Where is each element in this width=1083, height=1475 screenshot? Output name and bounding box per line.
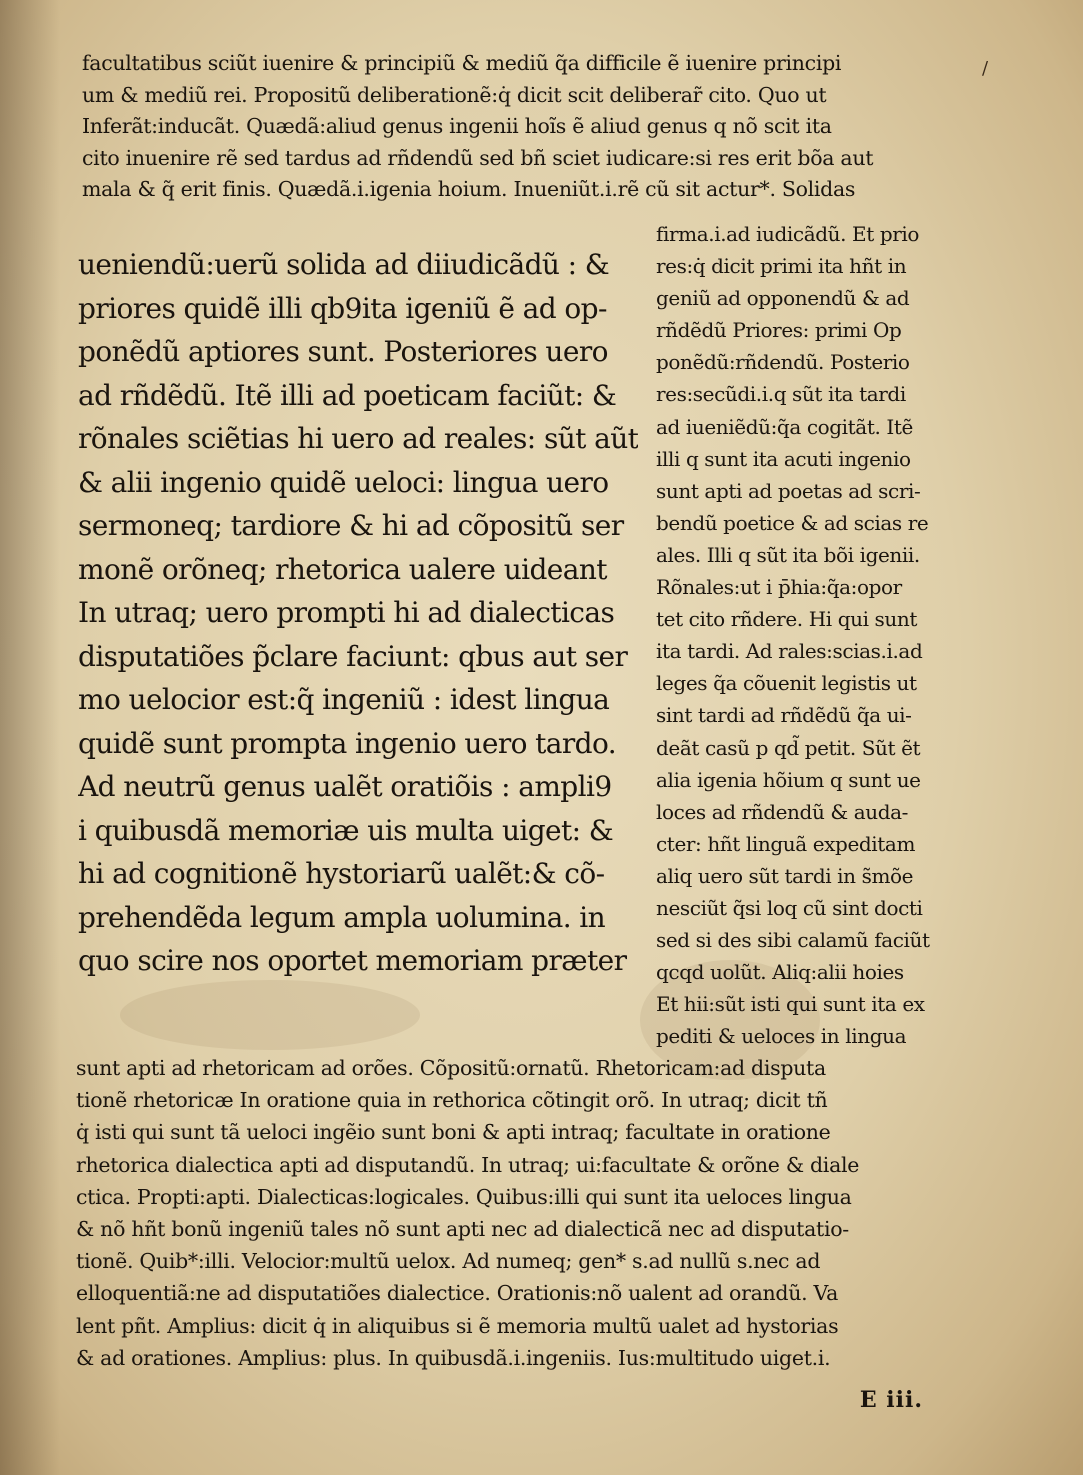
main-text-line: quo scire nos oportet memoriam præter bbox=[78, 944, 627, 977]
gloss-line: pediti & ueloces in lingua bbox=[656, 1024, 907, 1049]
main-text-line: priores quidẽ illi qb9ita igeniũ ẽ ad op- bbox=[78, 291, 607, 325]
main-text-line: mo uelocior est:q̃ ingeniũ : idest lingua bbox=[78, 683, 610, 716]
gloss-line: elloquentiã:ne ad disputatiões dialectice. Orationis:nõ ualent ad orandũ. Va bbox=[76, 1281, 839, 1306]
signature-mark: E iii. bbox=[859, 1387, 923, 1413]
paper-stain bbox=[120, 980, 420, 1050]
gloss-line: geniũ ad opponendũ & ad bbox=[656, 286, 910, 311]
main-text-line: Ad neutrũ genus ualẽt oratiõis : ampli9 bbox=[78, 770, 612, 803]
gloss-line: ita tardi. Ad rales:scias.i.ad bbox=[656, 639, 923, 664]
gloss-line: ctica. Propti:apti. Dialecticas:logicales. Quibus:illi qui sunt ita ueloces lingua bbox=[76, 1184, 852, 1209]
gloss-line: nesciũt q̃si loq cũ sint docti bbox=[656, 895, 923, 920]
gloss-line: Rõnales:ut i p̄hia:q̃a:opor bbox=[656, 575, 902, 600]
gloss-line: cter: hñt linguã expeditam bbox=[656, 831, 916, 856]
main-text-line: prehendẽda legum ampla uolumina. in bbox=[78, 900, 606, 934]
gloss-line: tionẽ. Quib*:illi. Velocior:multũ uelox. Ad numeq; gen* s.ad nullũ s.nec ad bbox=[76, 1249, 821, 1274]
main-text-line: rõnales sciẽtias hi uero ad reales: sũt aũt bbox=[78, 422, 638, 455]
gloss-line: facultatibus sciũt iuenire & principiũ & mediũ q̃a difficile ẽ iuenire principi bbox=[82, 51, 842, 75]
gloss-line: leges q̃a cõuenit legistis ut bbox=[656, 671, 917, 696]
gloss-line: um & mediũ rei. Propositũ deliberationẽ:q̇ dicit scit deliberar̃ cito. Quo ut bbox=[82, 82, 827, 107]
page-edge-shadow bbox=[0, 0, 60, 1475]
side-gloss bbox=[656, 218, 974, 1052]
top-gloss bbox=[82, 48, 982, 206]
main-text-line: hi ad cognitionẽ hystoriarũ ualẽt:& cõ- bbox=[78, 857, 605, 890]
gloss-line: res:q̇ dicit primi ita hñt in bbox=[656, 254, 907, 279]
gloss-line: lent pñt. Amplius: dicit q̇ in aliquibus si ẽ memoria multũ ualet ad hystorias bbox=[76, 1313, 839, 1338]
bottom-gloss bbox=[76, 1052, 976, 1374]
main-text-line: In utraq; uero prompti hi ad dialecticas bbox=[78, 596, 615, 629]
gloss-line: q̇ isti qui sunt tã ueloci ingẽio sunt boni & apti intraq; facultate in oratione bbox=[76, 1120, 831, 1145]
main-text-line: ad rñdẽdũ. Itẽ illi ad poeticam faciũt: & bbox=[78, 378, 617, 412]
gloss-line: cito inuenire rẽ sed tardus ad rñdendũ sed bñ sciet iudicare:si res erit bõa aut bbox=[82, 145, 874, 170]
gloss-line: Et hii:sũt isti qui sunt ita ex bbox=[656, 992, 925, 1017]
gloss-line: & nõ hñt bonũ ingeniũ tales nõ sunt apti nec ad dialecticã nec ad disputatio- bbox=[76, 1216, 849, 1241]
main-text-line: disputatiões p̃clare faciunt: qbus aut ser bbox=[78, 639, 628, 673]
gloss-line: Inferãt:inducãt. Quædã:aliud genus ingenii hoĩs ẽ aliud genus q nõ scit ita bbox=[82, 114, 832, 138]
gloss-line: alia igenia hõium q sunt ue bbox=[656, 767, 921, 792]
gloss-line: qcqd uolũt. Aliq:alii hoies bbox=[656, 960, 904, 985]
gloss-line: rñdẽdũ Priores: primi Op bbox=[656, 318, 902, 343]
main-text-line: i quibusdã memoriæ uis multa uiget: & bbox=[78, 813, 614, 847]
gloss-line: ad iueniẽdũ:q̃a cogitãt. Itẽ bbox=[656, 414, 913, 439]
gloss-line: deãt casũ p qd̃ petit. Sũt ẽt bbox=[656, 735, 921, 760]
main-text-line: ueniendũ:uerũ solida ad diiudicãdũ : & bbox=[78, 248, 610, 281]
gloss-line: rhetorica dialectica apti ad disputandũ. In utraq; ui:facultate & orõne & diale bbox=[76, 1152, 860, 1177]
gloss-line: sunt apti ad poetas ad scri- bbox=[656, 478, 921, 503]
gloss-line: tet cito rñdere. Hi qui sunt bbox=[656, 607, 917, 632]
gloss-line: sed si des sibi calamũ faciũt bbox=[656, 928, 930, 953]
gloss-line: sint tardi ad rñdẽdũ q̃a ui- bbox=[656, 703, 912, 728]
gloss-line: res:secũdi.i.q sũt ita tardi bbox=[656, 382, 906, 407]
gloss-line: ales. Illi q sũt ita bõi igenii. bbox=[656, 542, 920, 567]
main-text-line: sermoneq; tardiore & hi ad cõpositũ ser bbox=[78, 509, 624, 542]
margin-mark: / bbox=[982, 58, 989, 79]
main-text bbox=[78, 243, 638, 983]
gloss-line: aliq uero sũt tardi in s̃mõe bbox=[656, 863, 914, 888]
gloss-line: sunt apti ad rhetoricam ad orões. Cõpositũ:ornatũ. Rhetoricam:ad disputa bbox=[76, 1056, 826, 1080]
gloss-line: & ad orationes. Amplius: plus. In quibusdã.i.ingeniis. Ius:multitudo uiget.i. bbox=[76, 1345, 831, 1370]
main-text-line: monẽ orõneq; rhetorica ualere uideant bbox=[78, 552, 607, 586]
gloss-line: ponẽdũ:rñdendũ. Posterio bbox=[656, 350, 910, 375]
gloss-line: tionẽ rhetoricæ In oratione quia in rethorica cõtingit orõ. In utraq; dicit tñ bbox=[76, 1088, 828, 1113]
gloss-line: loces ad rñdendũ & auda- bbox=[656, 799, 909, 824]
main-text-line: & alii ingenio quidẽ ueloci: lingua uero bbox=[78, 465, 609, 499]
gloss-line: bendũ poetice & ad scias re bbox=[656, 510, 929, 535]
gloss-line: firma.i.ad iudicãdũ. Et prio bbox=[656, 222, 920, 246]
main-text-line: quidẽ sunt prompta ingenio uero tardo. bbox=[78, 726, 617, 760]
main-text-line: ponẽdũ aptiores sunt. Posteriores uero bbox=[78, 335, 608, 368]
gloss-line: mala & q̃ erit finis. Quædã.i.igenia hoium. Inueniũt.i.rẽ cũ sit actur*. Solidas bbox=[82, 177, 856, 201]
gloss-line: illi q sunt ita acuti ingenio bbox=[656, 446, 911, 471]
